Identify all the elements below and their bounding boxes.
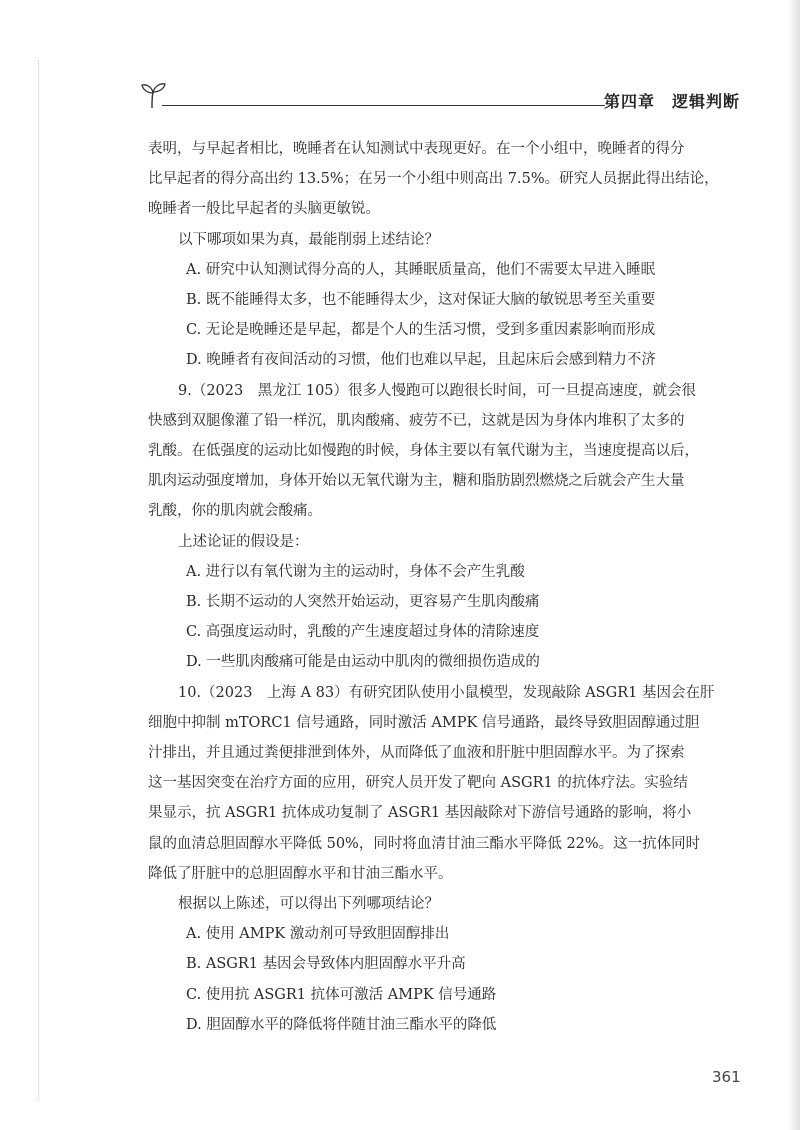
text-line: 上述论证的假设是：	[178, 533, 309, 550]
text-line: 以下哪项如果为真，最能削弱上述结论？	[178, 231, 439, 248]
text-line: 乳酸，你的肌肉就会酸痛。	[148, 503, 322, 520]
text-line: 表明，与早起者相比，晚睡者在认知测试中表现更好。在一个小组中，晚睡者的得分	[148, 141, 685, 157]
answer-option: A. 使用 AMPK 激动剂可导致胆固醇排出	[186, 926, 450, 943]
text-line: 降低了肝脏中的总胆固醇水平和甘油三酯水平。	[148, 865, 453, 882]
answer-option: B. ASGR1 基因会导致体内胆固醇水平升高	[186, 956, 466, 973]
header-rule-dashes	[445, 105, 605, 106]
page-number: 361	[712, 1068, 741, 1086]
text-line: 晚睡者一般比早起者的头脑更敏锐。	[148, 201, 380, 218]
text-line: 肌肉运动强度增加，身体开始以无氧代谢为主，糖和脂肪剧烈燃烧之后就会产生大量	[148, 473, 685, 490]
text-line: 细胞中抑制 mTORC1 信号通路，同时激活 AMPK 信号通路，最终导致胆固醇通过胆	[148, 714, 700, 731]
answer-option: D. 一些肌肉酸痛可能是由运动中肌肉的微细损伤造成的	[186, 654, 540, 671]
answer-option: D. 胆固醇水平的降低将伴随甘油三酯水平的降低	[186, 1016, 497, 1033]
answer-option: B. 长期不运动的人突然开始运动，更容易产生肌肉酸痛	[186, 594, 540, 611]
binding-edge	[38, 60, 40, 1100]
scan-shadow	[788, 0, 800, 1130]
answer-option: A. 进行以有氧代谢为主的运动时，身体不会产生乳酸	[186, 563, 525, 580]
answer-option: D. 晚睡者有夜间活动的习惯，他们也难以早起，且起床后会感到精力不济	[186, 352, 656, 369]
text-line: 果显示，抗 ASGR1 抗体成功复制了 ASGR1 基因敲除对下游信号通路的影响，将小	[148, 805, 692, 822]
text-line: 这一基因突变在治疗方面的应用，研究人员开发了靶向 ASGR1 的抗体疗法。实验结	[148, 775, 688, 792]
answer-option: C. 无论是晚睡还是早起，都是个人的生活习惯，受到多重因素影响而形成	[186, 322, 656, 339]
text-line: 10.（2023 上海 A 83）有研究团队使用小鼠模型，发现敲除 ASGR1 基因会在肝	[178, 684, 715, 701]
text-line: 快感到双腿像灌了铅一样沉，肌肉酸痛、疲劳不已，这就是因为身体内堆积了太多的	[148, 412, 685, 429]
page-header	[140, 80, 740, 120]
text-line: 鼠的血清总胆固醇水平降低 50%，同时将血清甘油三酯水平降低 22%。这一抗体同时	[148, 835, 701, 852]
text-line: 乳酸。在低强度的运动比如慢跑的时候，身体主要以有氧代谢为主，当速度提高以后，	[148, 443, 699, 460]
chapter-title: 第四章 逻辑判断	[603, 92, 740, 111]
text-line: 汁排出，并且通过粪便排泄到体外，从而降低了血液和肝脏中胆固醇水平。为了探索	[148, 745, 685, 762]
text-line: 根据以上陈述，可以得出下列哪项结论？	[178, 896, 439, 913]
text-line: 9.（2023 黑龙江 105）很多人慢跑可以跑很长时间，可一旦提高速度，就会很	[178, 382, 697, 399]
answer-option: C. 高强度运动时，乳酸的产生速度超过身体的清除速度	[186, 624, 540, 641]
answer-option: B. 既不能睡得太多，也不能睡得太少，这对保证大脑的敏锐思考至关重要	[186, 292, 656, 309]
answer-option: C. 使用抗 ASGR1 抗体可激活 AMPK 信号通路	[186, 986, 497, 1003]
answer-option: A. 研究中认知测试得分高的人，其睡眠质量高，他们不需要太早进入睡眠	[186, 261, 656, 278]
text-line: 比早起者的得分高出约 13.5%；在另一个小组中则高出 7.5%。研究人员据此得出结论，	[148, 171, 719, 188]
page-body	[148, 134, 728, 1040]
